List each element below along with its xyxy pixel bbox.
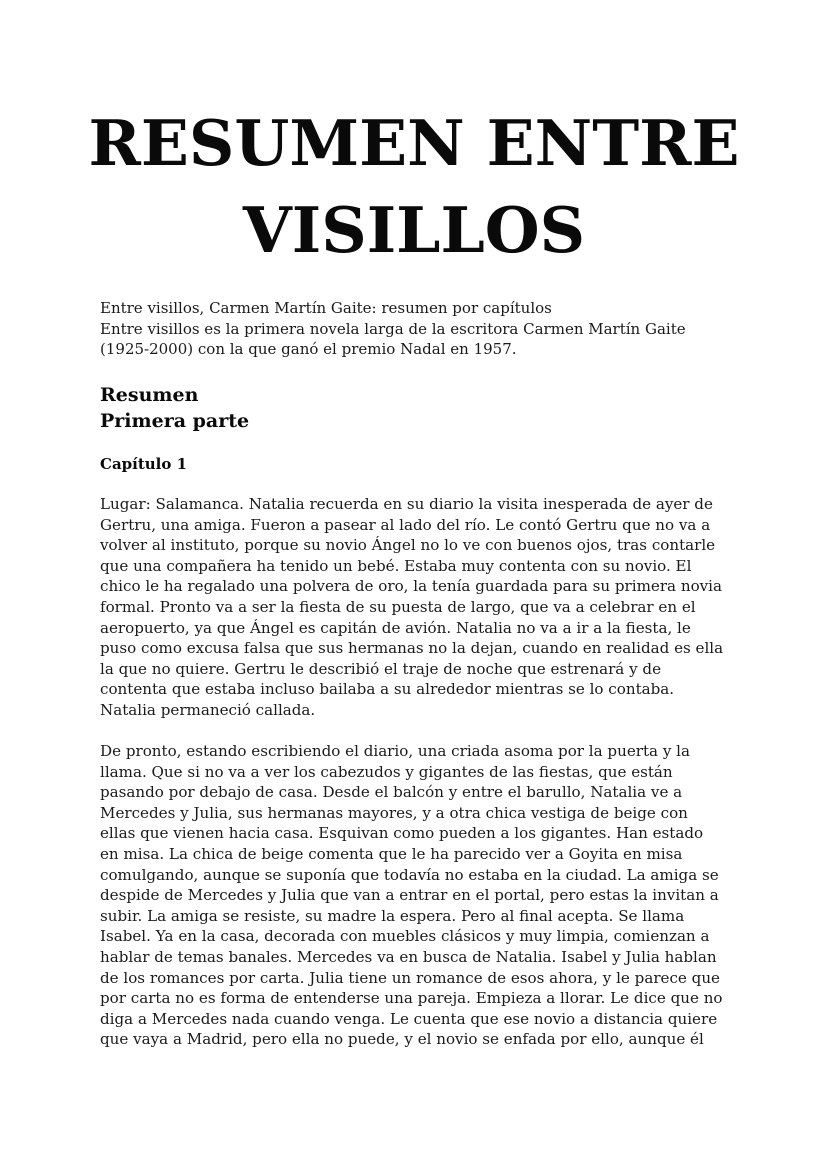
intro-text (100, 298, 740, 360)
paragraph-line: despide de Mercedes y Julia que van a entrar en el portal, pero estas la invitan a (100, 886, 719, 905)
paragraph-line: puso como excusa falsa que sus hermanas no la dejan, cuando en realidad es ella (100, 639, 724, 658)
paragraph-line: volver al instituto, porque su novio Ángel no lo ve con buenos ojos, tras contarle (100, 536, 716, 555)
paragraph-line: subir. La amiga se resiste, su madre la espera. Pero al final acepta. Se llama (100, 906, 685, 925)
paragraph-line: Mercedes y Julia, sus hermanas mayores, y a otra chica vestiga de beige con (100, 803, 688, 822)
paragraph-line: Gertru, una amiga. Fueron a pasear al lado del río. Le contó Gertru que no va a (100, 515, 711, 534)
chapter-heading: Capítulo 1 (100, 455, 188, 473)
paragraph-line: de los romances por carta. Julia tiene un romance de esos ahora, y le parece que (100, 968, 720, 987)
paragraph-line: contenta que estaba incluso bailaba a su alrededor mientras se lo contaba. (100, 680, 675, 699)
paragraph-line: que vaya a Madrid, pero ella no puede, y el novio se enfada por ello, aunque él (100, 1030, 704, 1049)
document-title (40, 100, 788, 274)
intro-line: Entre visillos es la primera novela larga de la escritora Carmen Martín Gaite (100, 319, 686, 338)
paragraph-line: comulgando, aunque se suponía que todavía no estaba en la ciudad. La amiga se (100, 865, 719, 884)
paragraph-line: Lugar: Salamanca. Natalia recuerda en su diario la visita inesperada de ayer de (100, 495, 713, 513)
title-line: RESUMEN ENTRE (88, 106, 740, 180)
section-headings (100, 382, 249, 434)
paragraph-line: que una compañera ha tenido un bebé. Estaba muy contenta con su novio. El (100, 556, 692, 575)
title-line: VISILLOS (242, 193, 586, 267)
paragraph-line: chico le ha regalado una polvera de oro, la tenía guardada para su primera novia (100, 577, 723, 596)
paragraph-line: por carta no es forma de entenderse una pareja. Empieza a llorar. Le dice que no (100, 989, 723, 1008)
paragraph-1 (100, 494, 740, 721)
paragraph-line: ellas que vienen hacia casa. Esquivan como pueden a los gigantes. Han estado (100, 824, 704, 843)
paragraph-line: hablar de temas banales. Mercedes va en busca de Natalia. Isabel y Julia hablan (100, 947, 717, 966)
paragraph-line: aeropuerto, ya que Ángel es capitán de avión. Natalia no va a ir a la fiesta, le (100, 618, 691, 637)
intro-line: (1925-2000) con la que ganó el premio Nadal en 1957. (100, 340, 517, 358)
paragraph-line: llama. Que si no va a ver los cabezudos y gigantes de las fiestas, que están (100, 762, 673, 781)
paragraph-line: la que no quiere. Gertru le describió el traje de noche que estrenará y de (100, 659, 662, 678)
paragraph-2 (100, 741, 740, 1050)
paragraph-line: diga a Mercedes nada cuando venga. Le cuenta que ese novio a distancia quiere (100, 1009, 718, 1028)
section-heading: Resumen (100, 384, 199, 406)
paragraph-line: De pronto, estando escribiendo el diario, una criada asoma por la puerta y la (100, 742, 690, 760)
paragraph-line: formal. Pronto va a ser la fiesta de su puesta de largo, que va a celebrar en el (100, 597, 696, 616)
paragraph-line: en misa. La chica de beige comenta que le ha parecido ver a Goyita en misa (100, 844, 683, 863)
paragraph-line: pasando por debajo de casa. Desde el balcón y entre el barullo, Natalia ve a (100, 783, 683, 802)
paragraph-line: Natalia permaneció callada. (100, 700, 316, 719)
paragraph-line: Isabel. Ya en la casa, decorada con muebles clásicos y muy limpia, comienzan a (100, 927, 710, 946)
part-heading: Primera parte (100, 410, 250, 432)
intro-line: Entre visillos, Carmen Martín Gaite: resumen por capítulos (100, 299, 552, 317)
